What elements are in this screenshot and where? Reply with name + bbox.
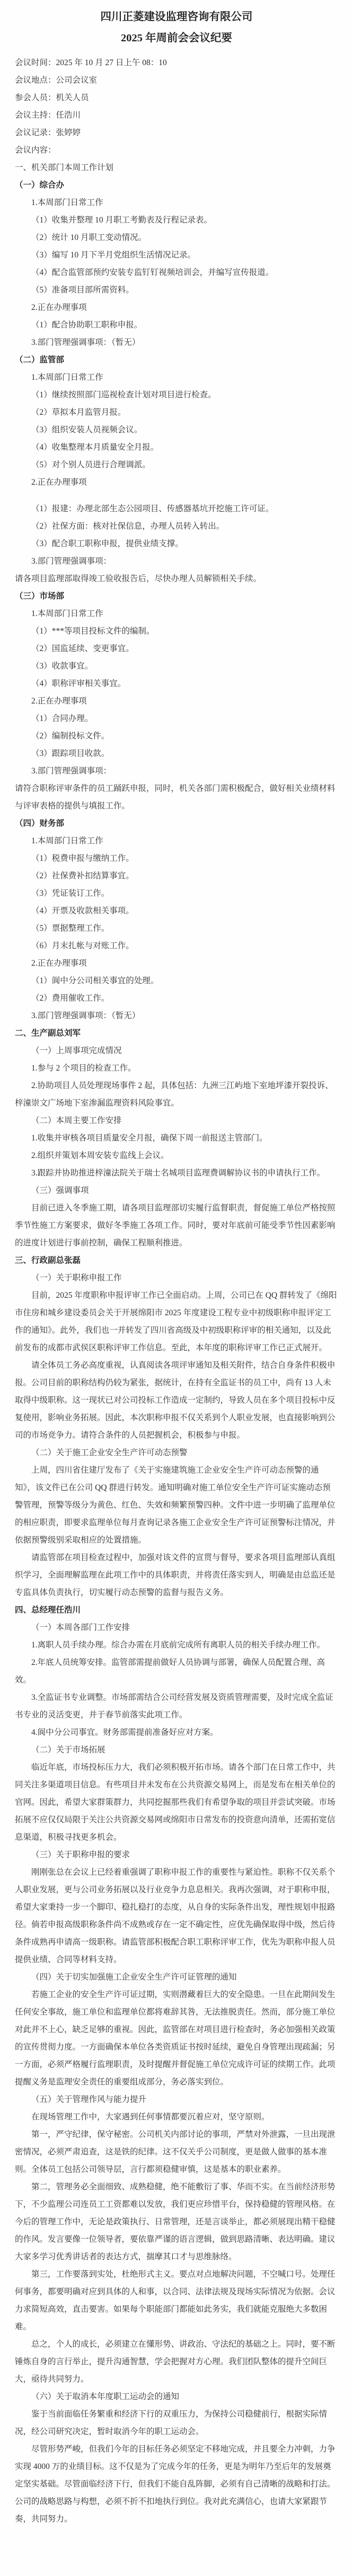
doc-paragraph: （4）配合监管部预约安装专监钉钉视频培训会，并编写宣传报道。 xyxy=(31,268,274,277)
doc-paragraph: 刚刚张总在会议上已经着重强调了职称申报工作的重要性与紧迫性。职称不仅关系个人职业发展，更与公司业务拓展以及行业竞争力息息相关。我再次强调，对于职称申报，希望大家秉持一步一个脚印、稳扎稳打的态度，从自身的实际条件出发，理性规划申报路径。倘若申报高级职称条件尚不成熟或存在一定不确定性，应优先确保取得中级，然后待条件成熟再申请高一级职称。请监管部积极配合职工职称评审工作，优先为职称申报人员提供业绩、合同等材料支持。 xyxy=(15,1868,336,1964)
doc-paragraph: 第二，管理务必全面细致、成熟稳健，绝不能敷衍了事、华而不实。在当前经济形势下，不少监理公司连员工工资都难以发放，我们更应珍惜平台，保持稳健的管理风格。在今后的管理工作中，无论是政策执行、日常管理，还是言谈举止，都必须展现出精干稳健的作风。发言要像一位领导者，要依靠严谨的语言逻辑，做到思路清晰、表达明确。建议大家多学习优秀讲话者的表达方式，揣摩其口才与思维脉络。 xyxy=(15,2182,336,2261)
doc-paragraph: 第一，严守纪律，保守秘密。公司机关内部讨论的事项，严禁对外泄露，一旦出现泄密情况，必须严肃追查，这是铁的纪律。这不仅关乎公司制度，更是做人做事的基本准则。全体员工包括公司领导层，言行都须稳健审慎，这是基本的职业素养。 xyxy=(15,2130,336,2174)
doc-paragraph: （5）票据整理工作。 xyxy=(31,924,110,933)
document-title-line1: 四川正菱建设监理咨询有限公司 xyxy=(100,11,253,23)
doc-paragraph: （3）凭证装订工作。 xyxy=(31,889,110,898)
doc-paragraph: 第三，工作要落到实处，杜绝形式主义。要点对点地解决问题，不空喊口号。处理任何事务，都要明确对应到具体的人和事，以合同、法律法规及现场实际情况为依据。会议力求简短高效，直击要害。如果每个职能部门都能如此务实，我们就能克服绝大多数困难。 xyxy=(15,2270,336,2331)
doc-paragraph: （2）费用催收工作。 xyxy=(31,994,110,1003)
doc-paragraph: 尽管形势严峻，但我们今年的目标任务必须坚定不移地完成，并且要全力冲刺，力争实现 4000 万的业绩目标。这不仅是为了完成今年的任务，更是为明年乃至后年的发展奠定坚实基础。尽管面临经济下行，但我们不能自乱阵脚，必须有自己清晰的战略和打法。公司的战略思路与构想，必须不折不扣地执行到位。我对此充满信心，也请大家紧跟节奏，共同努力。 xyxy=(15,2445,336,2524)
doc-paragraph: （三）市场部 xyxy=(15,592,65,601)
doc-paragraph: （1）税费申报与缴纳工作。 xyxy=(31,854,134,863)
doc-paragraph: 目前，2025 年度职称申报评审工作已全面启动。上周，公司已在 QQ 群转发了《绵阳市住房和城乡建设委员会关于开展绵阳市 2025 年度建设工程专业中初级职称申报评定工作的通知》。此外，我们也一并转发了四川省高级及中初级职称评审的相关通知，以及此前发布的成都市武侯区职称评审工作信息。至此，本年度的职称评审工作已正式展开。 xyxy=(15,1291,337,1352)
doc-paragraph: （2）国监延续、变更事宜。 xyxy=(31,644,134,653)
doc-paragraph: （1）继续按照部门巡视检查计划对项目进行检查。 xyxy=(31,390,216,399)
doc-paragraph: 三、行政副总张磊 xyxy=(15,1256,81,1265)
doc-paragraph: 会议记录：张婷婷 xyxy=(15,128,81,137)
doc-paragraph: 参会人员：机关人员 xyxy=(15,93,89,102)
doc-paragraph: （2）社保方面：核对社保信息，办理人员转入转出。 xyxy=(31,522,225,531)
doc-paragraph: 若施工企业的安全生产许可证过期，实则潜藏着巨大的安全隐患。一旦在此期间发生任何安全事故，施工单位和监理单位都将难辞其咎，无法推脱责任。然而，部分施工单位对此并不上心，缺乏足够的重视。因此，监管部在对项目进行检查时，务必加强相关政策的宣传贯彻力度。一方面确保本单位各类资质证书按时延续，避免自身管理出现疏漏；另一方面，必须严格履行监理职责，及时提醒并督促施工单位完成许可证的续期工作。此项提醒义务是监理安全责任的重要组成部分，务必落实到位。 xyxy=(15,1990,336,2087)
doc-paragraph: （1）报建：办理北部生态公园项目、传感器基坑开挖施工许可证。 xyxy=(31,504,274,513)
document-title xyxy=(15,6,338,49)
doc-paragraph: 3.部门管理强调事项： xyxy=(31,766,112,776)
doc-paragraph: 上周，四川省住建厅发布了《关于实施建筑施工企业安全生产许可动态预警的通知》，该文件已在公司 QQ 群进行转发。通知明确对施工单位安全生产许可证实施动态预警管理，预警等级分为黄色、红色、失效和频繁预警四种。文件中进一步明确了监理单位的相应职责，即要求监理单位每月查询记录各施工企业安全生产许可证预警标注情况，并依据预警级别采取相应的处置措施。 xyxy=(15,1466,336,1545)
doc-paragraph: （3）组织安装人员视频会议。 xyxy=(31,425,143,434)
doc-paragraph: （六）关于取消本年度职工运动会的通知 xyxy=(31,2392,180,2401)
doc-paragraph: 2.正在办理事项 xyxy=(31,303,87,312)
doc-paragraph: 2.正在办理事项 xyxy=(31,697,87,706)
doc-paragraph: 1.本周部门日常工作 xyxy=(31,198,103,207)
doc-paragraph: 会议主持：任浩川 xyxy=(15,111,81,120)
doc-paragraph: （1）***等项目投标文件的编制。 xyxy=(31,627,155,636)
doc-paragraph: 1.参与 2 个项目的检查工作。 xyxy=(31,1064,136,1073)
doc-paragraph: （1）阆中分公司相关事宜的处理。 xyxy=(31,976,159,985)
doc-paragraph: （2）社保费补扣结算事宜。 xyxy=(31,871,134,880)
doc-paragraph xyxy=(15,491,338,500)
doc-paragraph: （2）统计 10 月职工变动情况。 xyxy=(31,233,147,242)
doc-paragraph: （1）配合协助职工职称申报。 xyxy=(31,320,143,329)
doc-paragraph: 临近年底，市场投标压力大，我们必须积极开拓市场。请各个部门在日常工作中，共同关注多渠道项目信息。有些项目并未发布在公共资源交易网上，而是发布在相关单位的官网。因此，希望大家群策群力，共同挖掘那些我们有希望争取的项目并尝试突破。市场拓展不应仅仅局限于关注公共资源交易网或绵阳市日常发布的投资意向清单，还需拓宽信息渠道，积极寻找更多机会。 xyxy=(15,1763,336,1842)
doc-paragraph: （3）收款事宜。 xyxy=(31,662,93,671)
doc-paragraph: （5）准备项目部所需资料。 xyxy=(31,286,134,295)
doc-paragraph: 二、生产副总刘军 xyxy=(15,1029,81,1038)
doc-paragraph: 请全体员工务必高度重视，认真阅读各项评审通知及相关附件，结合自身条件积极申报。公司目前的职称结构仍较为紧张，据统计，在持有全监证书的员工中，尚有 13 人未取得中级职称。这一现状已对公司投标工作造成一定制约，导致人员在多个项目投标中反复使用，影响业务拓展。因此，本次职称申报不仅关系到个人职业发展，也直接影响到公司的市场竞争力。请符合条件的人员把握机会，积极参与申报。 xyxy=(15,1361,336,1440)
doc-paragraph: （五）关于管理作风与能力提升 xyxy=(31,2095,147,2104)
doc-paragraph: 会议时间：2025 年 10 月 27 日上午 08：10 xyxy=(15,58,167,67)
doc-paragraph: （4）开票及收款相关事项。 xyxy=(31,906,134,915)
document-body xyxy=(15,54,338,2528)
doc-paragraph: 3.全监证书专业调整。市场部需结合公司经营发展及资质管理需要，及时完成全监证书专业的灵活变更，并于春节前落实此项工作。 xyxy=(15,1693,333,1719)
doc-paragraph: 3.跟踪并协助推进梓潼法院关于瑞士名城项目监理费调解协议书的申请执行工作。 xyxy=(31,1169,325,1178)
doc-paragraph: （1）合同办理。 xyxy=(31,714,93,723)
doc-paragraph: （5）对个别人员进行合理调派。 xyxy=(31,460,151,469)
doc-paragraph: 1.离职人员手续办理。综合办需在月底前完成所有离职人员的相关手续办理工作。 xyxy=(31,1641,325,1650)
doc-paragraph: （一）本周各部门工作安排 xyxy=(31,1623,130,1632)
doc-paragraph: 在现场管理工作中，大家遇到任何事情都要沉着应对，坚守原则。 xyxy=(31,2113,270,2122)
doc-paragraph: 4.阆中分公司事宜。财务部需提前准备好应对方案。 xyxy=(31,1728,218,1737)
doc-paragraph: （4）职称评审相关事宜。 xyxy=(31,679,126,688)
doc-paragraph: 1.本周部门日常工作 xyxy=(31,609,103,618)
doc-paragraph: 2.正在办理事项 xyxy=(31,959,87,968)
doc-paragraph: （四）财务部 xyxy=(15,819,65,828)
doc-paragraph: （4）收集整理本月质量安全月报。 xyxy=(31,443,159,452)
doc-paragraph: 请各项目监理部取得竣工验收报告后，尽快办理人员解锁相关手续。 xyxy=(15,574,262,583)
doc-paragraph: 请监管部在项目检查过程中，加强对该文件的宣贯与督导，要求各项目监理部认真组织学习，全面理解监理在此项工作中的具体职责，并将责任落实到人，明确是由总监还是专监具体负责执行，切实履行动态预警的监督与报告义务。 xyxy=(15,1553,336,1597)
doc-paragraph: 1.收集并审核各项目质量安全月报，确保下周一前报送主管部门。 xyxy=(31,1134,268,1143)
doc-paragraph: 鉴于当前面临任务繁重和经济下行的双重压力，为保持公司稳健前行，根据实际情况，经公司研究决定，暂时取消今年的职工运动会。 xyxy=(15,2410,328,2436)
doc-paragraph: （3）配合职工职称申报，提供业绩支撑。 xyxy=(31,539,183,548)
document-title-line2: 2025 年周前会会议纪要 xyxy=(120,32,233,44)
doc-paragraph: （四）关于切实加强施工企业安全生产许可证管理的通知 xyxy=(31,1973,237,1982)
doc-paragraph: 会议内容： xyxy=(15,146,56,155)
doc-paragraph: （一）关于职称申报工作 xyxy=(31,1273,122,1282)
doc-paragraph: （3）编写 10 月下半月党组织生活情况记录。 xyxy=(31,251,196,260)
doc-paragraph: （6）月末扎帐与对账工作。 xyxy=(31,941,134,950)
doc-paragraph: （三）关于职称申报的要求 xyxy=(31,1850,130,1859)
doc-paragraph: 3.部门管理强调事项：（暂无） xyxy=(31,1011,140,1020)
doc-paragraph: 2.年底人员统筹安排。监管部需提前做好人员协调与部署，确保人员配置合理、高效。 xyxy=(15,1658,325,1684)
doc-paragraph: （一）上周事项完成情况 xyxy=(31,1046,122,1055)
doc-paragraph: （二）监管部 xyxy=(15,355,65,364)
doc-paragraph: （二）关于市场拓展 xyxy=(31,1745,105,1754)
doc-paragraph: 总之，个人的成长，必须建立在懂形势、讲政治、守法纪的基础之上。同时，要不断锤炼自身的言行举止，提升沟通智慧，学会把握对方心理。我们团队整体的提升空间巨大，亟待共同努力。 xyxy=(15,2340,336,2384)
doc-paragraph: （二）关于施工企业安全生产许可动态预警 xyxy=(31,1448,188,1457)
doc-paragraph: 目前已进入冬季施工期，请各项目监理部切实履行监督职责，督促施工单位严格按照季节性施工方案要求，做好冬季施工各项工作。同时，要对年底前可能受季节性因素影响的进度计划进行事前控制，确保工程顺利推进。 xyxy=(15,1204,336,1247)
doc-paragraph: 一、机关部门本周工作计划 xyxy=(15,163,114,172)
doc-paragraph: 1.本周部门日常工作 xyxy=(31,836,103,845)
doc-paragraph: 1.本周部门日常工作 xyxy=(31,373,103,382)
doc-paragraph: 3.部门管理强调事项：（暂无） xyxy=(31,338,140,347)
doc-paragraph: （3）跟踪项目收款。 xyxy=(31,749,110,758)
doc-paragraph: 四、总经理任浩川 xyxy=(15,1606,81,1615)
doc-paragraph: （2）编制投标文件。 xyxy=(31,732,110,741)
doc-paragraph: （1）收集并整理 10 月职工考勤表及行程记录表。 xyxy=(31,216,213,225)
doc-paragraph: （三）强调事项 xyxy=(31,1186,89,1195)
doc-paragraph: 2.协助项目人员处理现场事件 2 起，具体包括：九洲三江屿地下室地坪漆开裂投诉、梓潼崇文广场地下室渗漏监理资料风险事宜。 xyxy=(15,1081,333,1108)
doc-paragraph: 请符合职称评审条件的员工踊跃申报，同时，机关各部门需积极配合，做好相关业绩材料与评审表格的提供与填报工作。 xyxy=(15,784,336,810)
doc-paragraph: 2.组织并策划本周安装专监线上会议。 xyxy=(31,1151,169,1160)
doc-paragraph: （二）本周主要工作安排 xyxy=(31,1116,122,1125)
doc-paragraph: 2.正在办理事项 xyxy=(31,478,87,487)
doc-paragraph: 3.部门管理强调事项： xyxy=(31,557,112,566)
doc-paragraph: 会议地点：公司会议室 xyxy=(15,76,98,85)
doc-paragraph: （2）草拟本月监管月报。 xyxy=(31,408,126,417)
doc-paragraph: （一）综合办 xyxy=(15,181,65,190)
